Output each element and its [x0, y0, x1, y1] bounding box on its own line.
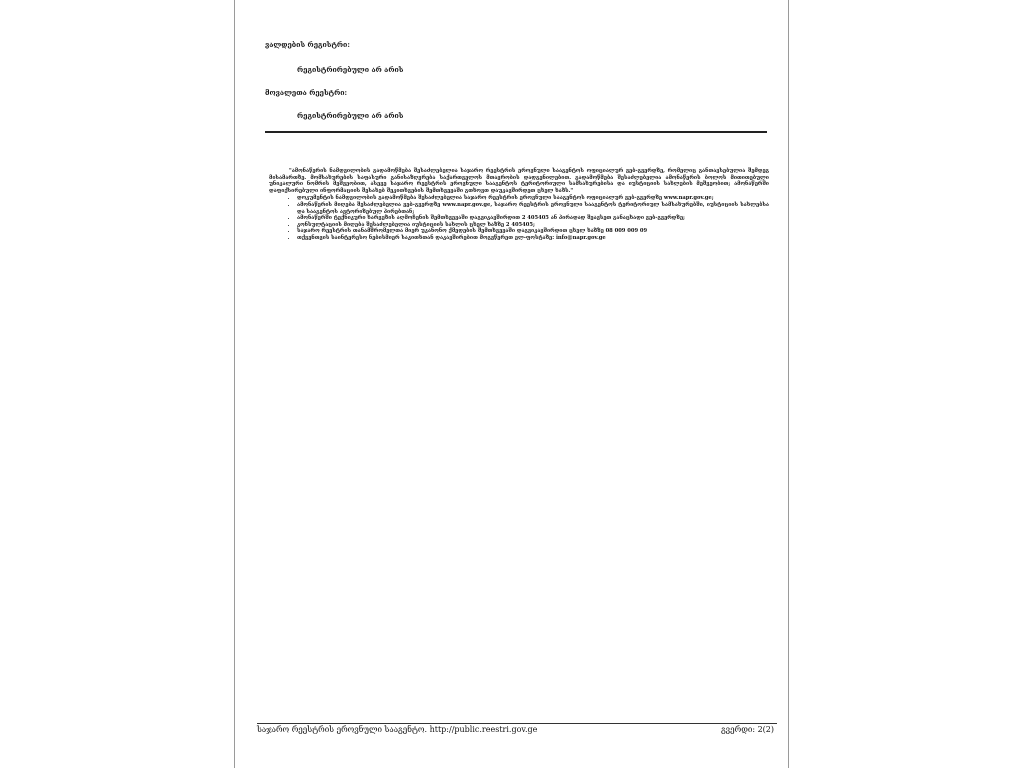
section-value-debtors: რეგისტრირებული არ არის [297, 111, 404, 120]
notice-block [269, 168, 769, 242]
section-divider [265, 131, 767, 133]
notice-item: • ამონაწერში ტექნიკური ხარვეზის აღმოჩენის შემთხვევაში დაგვიკავშირდით 2 405405 ან პირადად შეავსეთ განაცხადი ვებ-გვერდზე; [297, 215, 769, 222]
notice-item: • თქვენთვის საინტერესო ნებისმიერ საკითხთან დაკავშირებით მოგვწერეთ ელ-ფოსტაზე: info@napr.gov.ge [297, 235, 769, 242]
document-page [234, 0, 789, 768]
footer-source: საჯარო რეესტრის ეროვნული სააგენტო. http://public.reestri.gov.ge [257, 725, 538, 734]
notice-item: • კონსულტაციის მიღება შესაძლებელია იუსტიციის სახლის ცხელ ხაზზე 2 405405; [297, 222, 769, 229]
notice-item: • დოკუმენტის ნამდვილობის გადამოწმება შესაძლებელია საჯარო რეესტრის ეროვნული სააგენტოს ოფიციალურ ვებ-გვერდზე www.napr.gov.ge; [297, 195, 769, 202]
footer-divider [257, 723, 777, 724]
section-value-debts: რეგისტრირებული არ არის [297, 65, 404, 74]
section-label-debts: ვალდების რეგისტრი: [265, 40, 350, 49]
notice-item: • ამონაწერის მიღება შესაძლებელია ვებ-გვერდზე www.napr.gov.ge, საჯარო რეესტრის ეროვნული სააგენტოს ტერიტორიულ სამსახურებში, იუსტიციის სახლებსა და სააგენტოს ავტორიზებულ პირებთან; [297, 202, 769, 215]
notice-list [269, 195, 769, 241]
section-label-debtors: მოვალეთა რეესტრი: [265, 88, 348, 97]
notice-intro: "ამონაწერის ნამდვილობის გადამოწმება შესაძლებელია საჯარო რეესტრის ეროვნული სააგენტოს ოფიციალურ ვებ-გვერდზე, რომელიც განთავსებულია შემდეგ მისამართზე. მომსახურების საფასური განისაზღვრება საქართველოს მთავრობის დადგენილებით. გადამოწმება შესაძლებელია ამონაწერის ბოლოს მითითებული უნიკალური ნომრის მეშვეობით, ასევე საჯარო რეესტრის ეროვნული სააგენტოს ტერიტორიული სამსახურებისა და იუსტიციის სახლების მეშვეობით; ამონაწერში დაფიქსირებული ინფორმაციის შესახებ შეკითხვების შემთხვევაში გთხოვთ დაუკავშირდეთ ცხელ ხაზს." [269, 168, 769, 194]
notice-item: • საჯარო რეესტრის თანამშრომელთა მიერ უკანონო ქმედების შემთხვევაში დაგვიკავშირდით ცხელ ხაზზე 08 009 009 09 [297, 228, 769, 235]
page-number: გვერდი: 2(2) [720, 725, 774, 734]
